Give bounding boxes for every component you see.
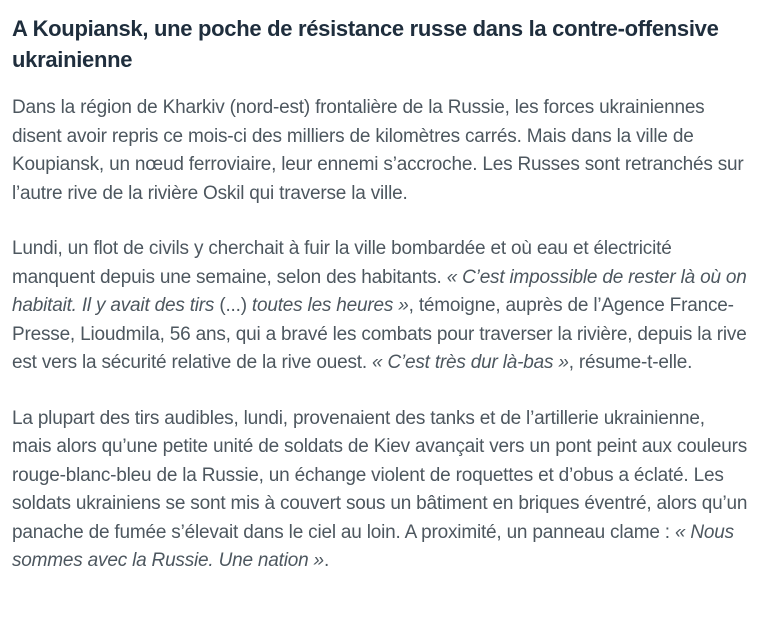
article-paragraph: La plupart des tirs audibles, lundi, provenaient des tanks et de l’artillerie ukrainienne, mais alors qu’une petite unité de soldats de Kiev avançait vers un pont peint aux couleurs rouge-blanc-bleu de la Russie, un échange violent de roquettes et d’obus a éclaté. Les soldats ukrainiens se sont mis à couvert sous un bâtiment en briques éventré, alors qu’un panache de fumée s’élevait dans le ciel au loin. A proximité, un panneau clame : « Nous sommes avec la Russie. Une nation ». <box>12 407 748 571</box>
article-paragraph: Dans la région de Kharkiv (nord-est) frontalière de la Russie, les forces ukrainiennes disent avoir repris ce mois-ci des milliers de kilomètres carrés. Mais dans la ville de Koupiansk, un nœud ferroviaire, leur ennemi s’accroche. Les Russes sont retranchés sur l’autre rive de la rivière Oskil qui traverse la ville. <box>12 97 744 204</box>
article-headline: A Koupiansk, une poche de résistance russe dans la contre-offensive ukrainienne <box>12 16 719 72</box>
article-paragraph: Lundi, un flot de civils y cherchait à fuir la ville bombardée et où eau et électricité manquent depuis une semaine, selon des habitants. « C’est impossible de rester là où on habitait. Il y avait des tirs (...) toutes les heures », témoigne, auprès de l’Agence France-Presse, Lioudmila, 56 ans, qui a bravé les combats pour traverser la rivière, depuis la rive est vers la sécurité relative de la rive ouest. « C’est très dur là-bas », résume-t-elle. <box>12 238 747 373</box>
